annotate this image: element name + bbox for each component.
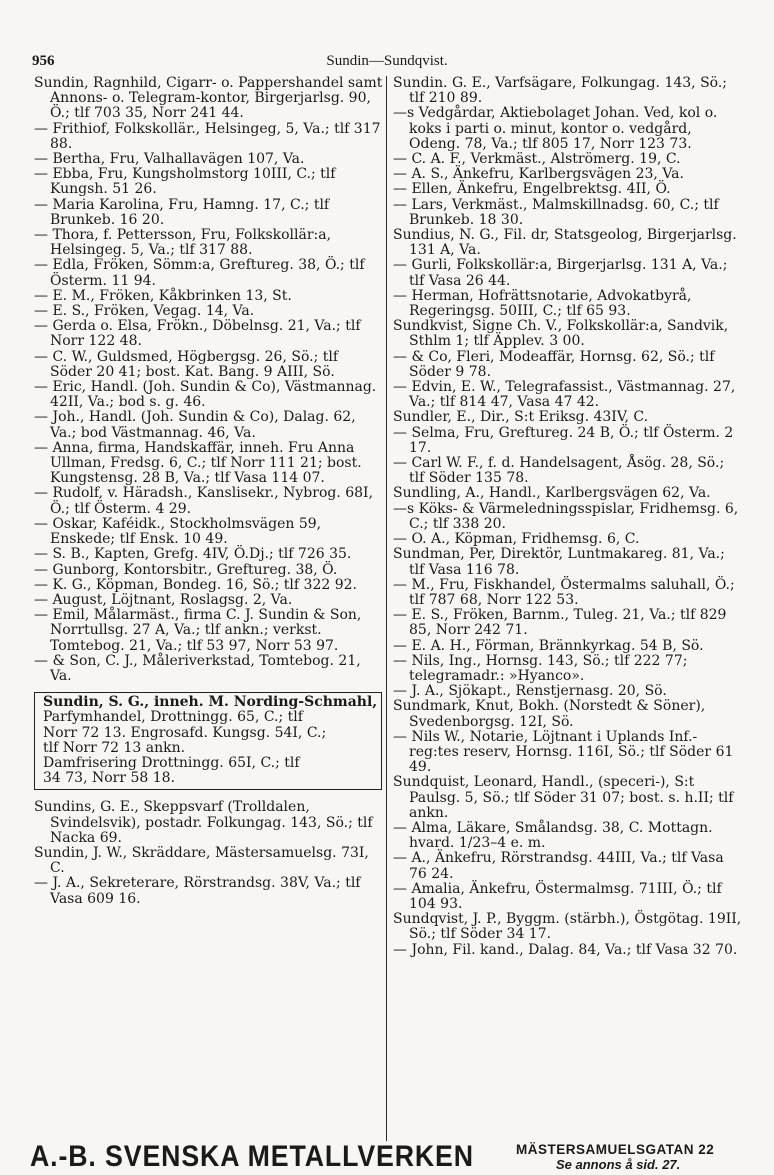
- directory-entry: — Rudolf, v. Häradsh., Kanslisekr., Nybrog. 68I, Ö.; tlf Österm. 4 29.: [34, 485, 374, 517]
- directory-entry: — E. S., Fröken, Barnm., Tuleg. 21, Va.; tlf 829 85, Norr 242 71.: [393, 607, 727, 639]
- directory-entry: — Alma, Läkare, Smålandsg. 38, C. Mottagn. hvard. 1/23–4 e. m.: [393, 819, 713, 852]
- directory-entry: — A. S., Änkefru, Karlbergsvägen 23, Va.: [393, 166, 684, 183]
- ad-line: Norr 72 13. Engrosafd. Kungsg. 54I, C.;: [43, 724, 327, 741]
- footer-ad-details: [516, 1142, 744, 1172]
- directory-entry: — Nils W., Notarie, Löjtnant i Uplands Inf.-reg:tes reserv, Hornsg. 116I, Sö.; tlf Söder 61 49.: [393, 728, 734, 776]
- directory-entry: — Gerda o. Elsa, Frökn., Döbelnsg. 21, Va.; tlf Norr 122 48.: [34, 318, 361, 350]
- directory-entry: — Ebba, Fru, Kungsholmstorg 10III, C.; tlf Kungsh. 51 26.: [34, 166, 336, 198]
- directory-entry: — Frithiof, Folkskollär., Helsingeg, 5, Va.; tlf 317 88.: [34, 120, 381, 152]
- advertisement-box: [34, 692, 382, 790]
- directory-entry: —s Vedgårdar, Aktiebolaget Johan. Ved, kol o. koks i parti o. minut, kontor o. vedgård, Odeng. 78, Va.; tlf 805 17, Norr 123 73.: [393, 105, 718, 152]
- directory-entry: — August, Löjtnant, Roslagsg. 2, Va.: [34, 591, 293, 608]
- right-column: [393, 76, 743, 958]
- directory-entry: — Ellen, Änkefru, Engelbrektsg. 4II, Ö.: [393, 181, 671, 198]
- directory-entry: — S. B., Kapten, Grefg. 4IV, Ö.Dj.; tlf 726 35.: [34, 546, 352, 563]
- directory-entry: — John, Fil. kand., Dalag. 84, Va.; tlf Vasa 32 70.: [393, 941, 738, 958]
- ad-line: 34 73, Norr 58 18.: [43, 770, 176, 787]
- directory-entry: Sundman, Per, Direktör, Luntmakareg. 81, Va.; tlf Vasa 116 78.: [393, 546, 725, 578]
- footer-company-name: A.-B. SVENSKA METALLVERKEN: [30, 1140, 474, 1173]
- footer-advertisement: [30, 1140, 744, 1174]
- directory-entry: — K. G., Köpman, Bondeg. 16, Sö.; tlf 322 92.: [34, 576, 357, 593]
- directory-entry: — Thora, f. Pettersson, Fru, Folkskollär:a, Helsingeg. 5, Va.; tlf 317 88.: [34, 227, 332, 259]
- directory-entry: — Joh., Handl. (Joh. Sundin & Co), Dalag. 62, Va.; bod Västmannag. 46, Va.: [34, 409, 356, 441]
- directory-entry: — Gurli, Folkskollär:a, Birgerjarlsg. 131 A, Va.; tlf Vasa 26 44.: [393, 257, 728, 289]
- directory-entry: — Maria Karolina, Fru, Hamng. 17, C.; tlf Brunkeb. 16 20.: [34, 196, 330, 228]
- directory-entry: Sundqvist, J. P., Byggm. (stärbh.), Östgötag. 19II, Sö.; tlf Söder 34 17.: [393, 911, 742, 943]
- directory-entry: Sundins, G. E., Skeppsvarf (Trolldalen, Svindelsvik), postadr. Folkungag. 143, Sö.; tlf Nacka 69.: [34, 799, 373, 846]
- directory-entry: — Gunborg, Kontorsbitr., Greftureg. 38, Ö.: [34, 561, 338, 578]
- directory-entry: — Nils, Ing., Hornsg. 143, Sö.; tlf 222 77; telegramadr.: »Hyanco».: [393, 652, 688, 684]
- directory-entry: — Selma, Fru, Greftureg. 24 B, Ö.; tlf Österm. 2 17.: [393, 424, 734, 456]
- directory-entry: — C. A. F., Verkmäst., Alströmerg. 19, C.: [393, 151, 681, 168]
- directory-entry: — Herman, Hofrättsnotarie, Advokatbyrå, Regeringsg. 50III, C.; tlf 65 93.: [393, 287, 692, 320]
- directory-entry: — Anna, firma, Handskaffär, inneh. Fru Anna Ullman, Fredsg. 6, C.; tlf Norr 111 21; bost. Kungstensg. 28 B, Va.; tlf Vasa 114 07.: [34, 439, 362, 487]
- column-divider: [386, 76, 387, 1141]
- directory-entry: Sundquist, Leonard, Handl., (speceri-), S:t Paulsg. 5, Sö.; tlf Söder 31 07; bost. s. h.II; tlf ankn.: [393, 774, 734, 821]
- directory-entry: Sundin, Ragnhild, Cigarr- o. Pappershandel samt Annons- o. Telegram-kontor, Birgerjarlsg. 90, Ö.; tlf 703 35, Norr 241 44.: [34, 75, 383, 122]
- directory-entry: —s Köks- & Värmeledningsspislar, Fridhemsg. 6, C.; tlf 338 20.: [393, 500, 739, 532]
- right-entries: [393, 76, 743, 958]
- directory-entry: — E. M., Fröken, Kåkbrinken 13, St.: [34, 287, 292, 304]
- directory-entry: — J. A., Sekreterare, Rörstrandsg. 38V, Va.; tlf Vasa 609 16.: [34, 875, 361, 907]
- directory-entry: — & Son, C. J., Måleriverkstad, Tomtebog. 21, Va.: [34, 652, 361, 684]
- page-number: 956: [32, 53, 55, 69]
- directory-entry: — Edvin, E. W., Telegrafassist., Västmannag. 27, Va.; tlf 814 47, Vasa 47 42.: [393, 379, 736, 411]
- directory-entry: — O. A., Köpman, Fridhemsg. 6, C.: [393, 531, 640, 548]
- footer-address: MÄSTERSAMUELSGATAN 22: [516, 1142, 715, 1157]
- directory-entry: — C. W., Guldsmed, Högbergsg. 26, Sö.; tlf Söder 20 41; bost. Kat. Bang. 9 AIII, Sö.: [34, 348, 339, 380]
- directory-entry: — Amalia, Änkefru, Östermalmsg. 71III, Ö.; tlf 104 93.: [393, 880, 722, 912]
- directory-entry: Sundling, A., Handl., Karlbergsvägen 62, Va.: [393, 485, 711, 502]
- left-entries-after-ad: [34, 800, 384, 906]
- running-head: Sundin—Sundqvist.: [326, 53, 448, 69]
- ad-line: Parfymhandel, Drottningg. 65, C.; tlf: [43, 709, 303, 726]
- directory-entry: Sundmark, Knut, Bokh. (Norstedt & Söner), Svedenborgsg. 12I, Sö.: [393, 698, 706, 730]
- directory-entry: — E. S., Fröken, Vegag. 14, Va.: [34, 303, 255, 320]
- left-column: [34, 76, 384, 907]
- ad-line: tlf Norr 72 13 ankn.: [43, 739, 186, 756]
- directory-entry: — M., Fru, Fiskhandel, Östermalms saluhall, Ö.; tlf 787 68, Norr 122 53.: [393, 576, 735, 608]
- left-entries: [34, 76, 384, 684]
- directory-entry: Sundkvist, Signe Ch. V., Folkskollär:a, Sandvik, Sthlm 1; tlf Äpplev. 3 00.: [393, 318, 729, 350]
- directory-entry: — Oskar, Kaféidk., Stockholmsvägen 59, Enskede; tlf Ensk. 10 49.: [34, 515, 322, 548]
- directory-entry: — Bertha, Fru, Valhallavägen 107, Va.: [34, 151, 305, 168]
- ad-line: Sundin, S. G., inneh. M. Nording-Schmahl,: [43, 694, 378, 711]
- directory-entry: — Emil, Målarmäst., firma C. J. Sundin & Son, Norrtullsg. 27 A, Va.; tlf ankn.; verkst. Tomtebog. 21, Va.; tlf 53 97, Norr 53 97.: [34, 607, 362, 654]
- directory-entry: — Lars, Verkmäst., Malmskillnadsg. 60, C.; tlf Brunkeb. 18 30.: [393, 196, 719, 228]
- footer-note: Se annons å sid. 27.: [556, 1157, 681, 1172]
- directory-entry: — E. A. H., Förman, Brännkyrkag. 54 B, Sö.: [393, 637, 704, 654]
- directory-entry: Sundin. G. E., Varfsägare, Folkungag. 143, Sö.; tlf 210 89.: [393, 75, 728, 107]
- directory-entry: — J. A., Sjökapt., Renstjernasg. 20, Sö.: [393, 683, 667, 700]
- directory-entry: — Edla, Fröken, Sömm:a, Greftureg. 38, Ö.; tlf Österm. 11 94.: [34, 257, 365, 289]
- directory-entry: — Eric, Handl. (Joh. Sundin & Co), Västmannag. 42II, Va.; bod s. g. 46.: [34, 379, 377, 411]
- directory-entry: — Carl W. F., f. d. Handelsagent, Åsög. 28, Sö.; tlf Söder 135 78.: [393, 455, 725, 487]
- directory-entry: — A., Änkefru, Rörstrandsg. 44III, Va.; tlf Vasa 76 24.: [393, 850, 724, 882]
- directory-entry: Sundin, J. W., Skräddare, Mästersamuelsg. 73I, C.: [34, 844, 369, 877]
- ad-line: Damfrisering Drottningg. 65I, C.; tlf: [43, 754, 300, 771]
- directory-entry: Sundler, E., Dir., S:t Eriksg. 43IV, C.: [393, 409, 649, 426]
- directory-entry: Sundius, N. G., Fil. dr, Statsgeolog, Birgerjarlsg. 131 A, Va.: [393, 227, 737, 259]
- directory-entry: — & Co, Fleri, Modeaffär, Hornsg. 62, Sö.; tlf Söder 9 78.: [393, 348, 715, 380]
- page-header: [32, 53, 742, 75]
